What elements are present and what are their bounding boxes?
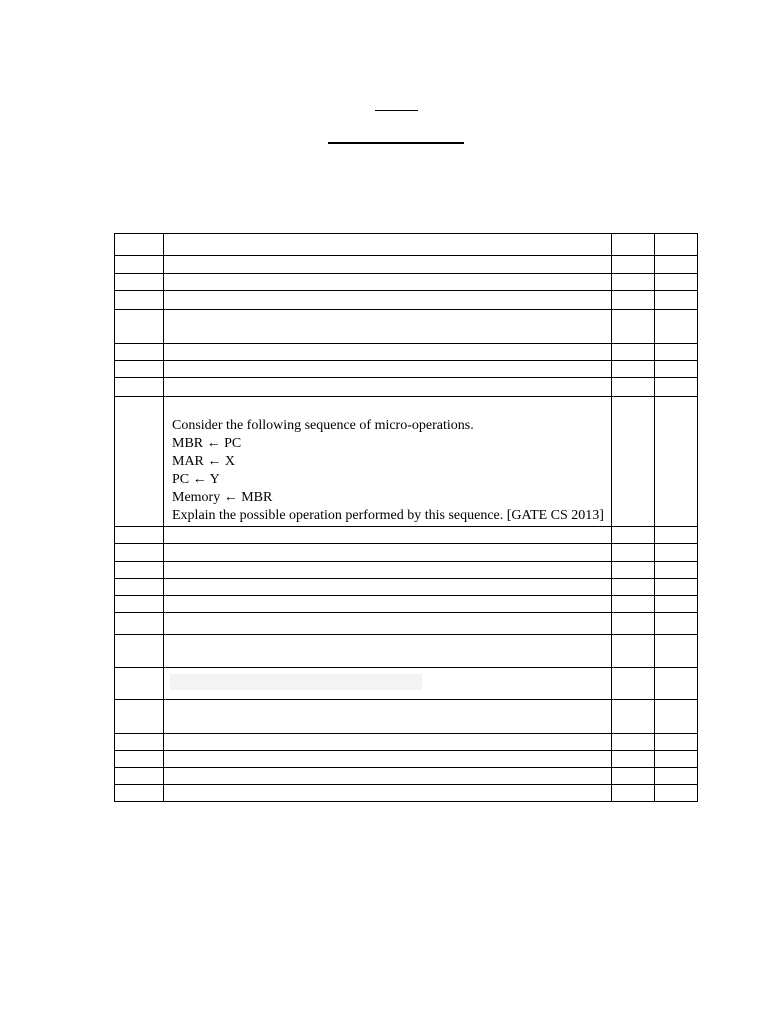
- table-cell: [612, 700, 655, 734]
- table-cell: [655, 397, 698, 527]
- table-cell: [655, 310, 698, 344]
- title-underline-long: [328, 142, 464, 144]
- table-cell: [655, 613, 698, 635]
- table-cell: [612, 613, 655, 635]
- table-cell: [115, 768, 164, 785]
- table-cell: [164, 274, 612, 291]
- table-cell: [115, 310, 164, 344]
- table-cell: [655, 579, 698, 596]
- table-cell: [115, 635, 164, 668]
- table-cell: [612, 344, 655, 361]
- question-text: [164, 397, 611, 525]
- table-cell: [655, 768, 698, 785]
- table-row: [115, 544, 698, 562]
- table-cell: [164, 256, 612, 274]
- table-cell: [612, 544, 655, 562]
- table-cell: [612, 527, 655, 544]
- table-cell: [164, 234, 612, 256]
- table-cell: [612, 768, 655, 785]
- title-underline-short: [375, 110, 418, 111]
- table-cell: [655, 785, 698, 802]
- question-line: MAR ← X: [172, 454, 236, 469]
- table-cell: [164, 361, 612, 378]
- faint-highlight-bar: [170, 674, 422, 690]
- table-row: [115, 310, 698, 344]
- table-row: [115, 700, 698, 734]
- table-cell: [115, 256, 164, 274]
- table-cell: [655, 344, 698, 361]
- table-cell: [115, 579, 164, 596]
- table-cell: [655, 274, 698, 291]
- question-line: Memory ← MBR: [172, 490, 273, 505]
- table-cell: [612, 361, 655, 378]
- table-cell: [612, 562, 655, 579]
- table-row: [115, 635, 698, 668]
- table-cell: [655, 562, 698, 579]
- table-row: [115, 562, 698, 579]
- table-cell: [612, 785, 655, 802]
- table-row: [115, 668, 698, 700]
- table-cell: [655, 596, 698, 613]
- table-cell: [115, 234, 164, 256]
- table-cell: [612, 734, 655, 751]
- table-row: [115, 579, 698, 596]
- table-cell: [164, 751, 612, 768]
- table-cell: [164, 768, 612, 785]
- table-cell: [655, 527, 698, 544]
- table-cell: [612, 579, 655, 596]
- table-cell: [655, 700, 698, 734]
- table-cell: [612, 378, 655, 397]
- table-row: [115, 274, 698, 291]
- table-cell: [612, 234, 655, 256]
- table-cell: [115, 734, 164, 751]
- table-cell: [612, 256, 655, 274]
- table-cell: [115, 274, 164, 291]
- table-row: [115, 596, 698, 613]
- table-row: [115, 291, 698, 310]
- question-line: PC ← Y: [172, 472, 220, 487]
- table-cell: [115, 344, 164, 361]
- table-cell: [115, 785, 164, 802]
- table-cell: [115, 751, 164, 768]
- question-line: Consider the following sequence of micro-operations.: [172, 418, 474, 433]
- table-cell: [164, 613, 612, 635]
- table-cell: [164, 344, 612, 361]
- table-cell: [115, 700, 164, 734]
- table-cell: [164, 596, 612, 613]
- question-table: [114, 233, 698, 802]
- table-cell: [115, 613, 164, 635]
- question-cell: [164, 397, 612, 527]
- table-cell: [612, 635, 655, 668]
- table-cell: [115, 397, 164, 527]
- table-row: [115, 785, 698, 802]
- table-cell: [655, 668, 698, 700]
- table-cell: [164, 668, 612, 700]
- table-cell: [164, 785, 612, 802]
- table-cell: [612, 310, 655, 344]
- table-cell: [164, 635, 612, 668]
- table-cell: [115, 291, 164, 310]
- table-cell: [655, 378, 698, 397]
- table-row: [115, 344, 698, 361]
- table-cell: [655, 256, 698, 274]
- table-row: [115, 613, 698, 635]
- table-cell: [115, 361, 164, 378]
- table-cell: [164, 700, 612, 734]
- table-cell: [164, 527, 612, 544]
- table-cell: [164, 734, 612, 751]
- table-cell: [115, 378, 164, 397]
- table-cell: [655, 234, 698, 256]
- table-cell: [655, 734, 698, 751]
- question-line: Explain the possible operation performed by this sequence. [GATE CS 2013]: [172, 508, 604, 523]
- table-cell: [655, 544, 698, 562]
- table-row: [115, 361, 698, 378]
- table-cell: [612, 397, 655, 527]
- table-row: [115, 734, 698, 751]
- table-cell: [655, 361, 698, 378]
- table-cell: [115, 668, 164, 700]
- table-cell: [115, 544, 164, 562]
- table-cell: [164, 562, 612, 579]
- table-row: [115, 256, 698, 274]
- table-cell: [612, 291, 655, 310]
- table-cell: [115, 527, 164, 544]
- table-cell: [612, 751, 655, 768]
- question-row: [115, 397, 698, 527]
- table-cell: [655, 291, 698, 310]
- question-line: MBR ← PC: [172, 436, 242, 451]
- table-row: [115, 768, 698, 785]
- table-cell: [612, 596, 655, 613]
- table-cell: [115, 596, 164, 613]
- table-cell: [164, 291, 612, 310]
- table-header-row: [115, 234, 698, 256]
- table-cell: [655, 635, 698, 668]
- table-cell: [164, 378, 612, 397]
- table-cell: [612, 274, 655, 291]
- table-row: [115, 378, 698, 397]
- table-cell: [115, 562, 164, 579]
- table-cell: [655, 751, 698, 768]
- table-cell: [164, 310, 612, 344]
- table-cell: [164, 544, 612, 562]
- table-cell: [612, 668, 655, 700]
- table-row: [115, 527, 698, 544]
- table-row: [115, 751, 698, 768]
- table-cell: [164, 579, 612, 596]
